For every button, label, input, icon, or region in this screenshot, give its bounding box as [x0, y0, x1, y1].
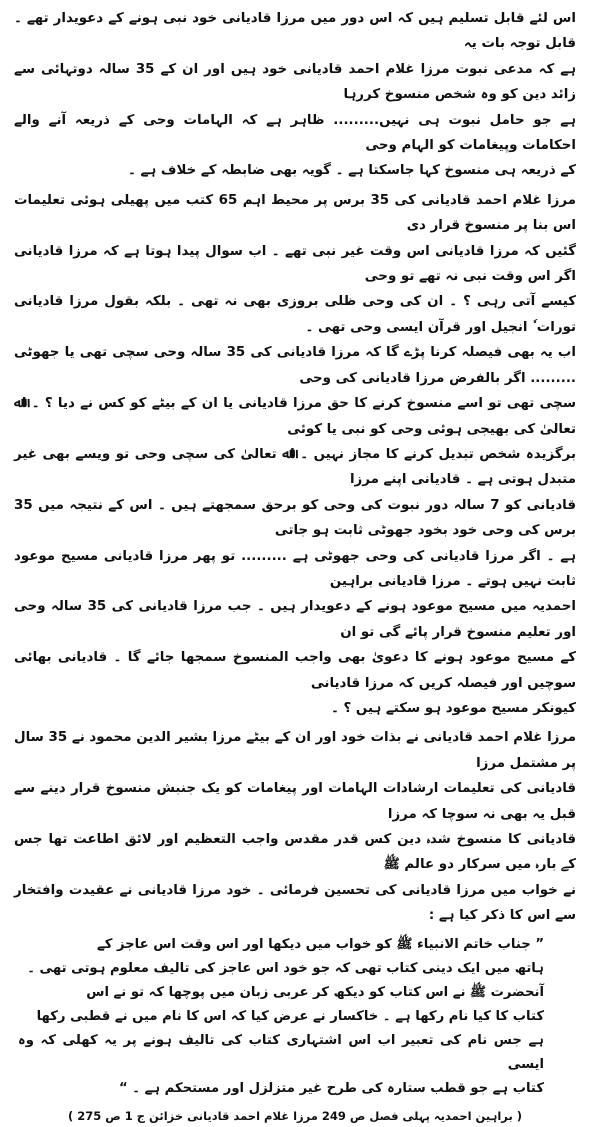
text-line: اب یہ بھی فیصلہ کرنا پڑے گا کہ مرزا قادیانی کی 35 سالہ وحی سچی تھی یا جھوٹی ......... اگر بالفرض مرزا قادیانی کی وحی	[14, 345, 576, 386]
text-line: نے خواب میں مرزا قادیانی کی تحسین فرمائی ۔ خود مرزا قادیانی نے عقیدت وافتخار سے اس کا ذکر کیا ہے :	[14, 882, 576, 924]
paragraph-2	[14, 188, 576, 722]
quote-line: کتاب کا کیا نام رکھا ہے ۔ خاکسار نے عرض کیا کہ اس کا نام میں نے قطبی رکھا	[36, 1008, 544, 1024]
text-line: ہے ۔ اگر مرزا قادیانی کی وحی جھوٹی ہے ......... تو پھر مرزا قادیانی مسیح موعود ثابت نہیں ہوتے ۔ مرزا قادیانی براہین	[14, 548, 576, 589]
quote-line: ” جناب خاتم الانبیاء ﷺ کو خواب میں دیکھا اور اس وقت اس عاجز کے	[96, 936, 544, 952]
text-line: قادیانی کو 7 سالہ دور نبوت کی وحی کو برحق سمجھتے ہیں ۔ اس کے نتیجہ میں 35 برس کی وحی خود بخود جھوٹی ثابت ہو جاتی	[14, 497, 576, 539]
block-quote	[18, 933, 544, 1101]
text-line: برگزیدہ شخص تبدیل کرنے کا مجاز نہیں ۔ اﷲ تعالیٰ کی سچی وحی تو ویسے بھی غیر متبدل ہوتی ہے ۔ قادیانی اپنے مرزا	[14, 446, 576, 488]
quote-line: ہے جس نام کی تعبیر اب اس اشتہاری کتاب کی تالیف ہونے پر یہ کھلی کہ وہ ایسی	[18, 1032, 544, 1072]
paragraph-1	[14, 6, 576, 184]
text-line: مرزا غلام احمد قادیانی کی 35 برس پر محیط اہم 65 کتب میں پھیلی ہوئی تعلیمات اس بنا پر منسوخ قرار دی	[14, 192, 576, 234]
text-line: کے ذریعہ ہی منسوخ کہا جاسکتا ہے ۔ گویہ بھی ضابطہ کے خلاف ہے ۔	[128, 163, 576, 179]
paragraph-3	[14, 725, 576, 928]
text-line: گئیں کہ مرزا قادیانی اس وقت غیر نبی تھے ۔ اب سوال پیدا ہوتا ہے کہ مرزا قادیانی اگر اس وقت نبی نہ تھے تو وحی	[14, 243, 576, 285]
text-line: ہے کہ مدعی نبوت مرزا غلام احمد قادیانی خود ہیں اور ان کے 35 سالہ دوتہائی سے زائد دین کو وہ شخص منسوخ کررہا	[14, 61, 576, 103]
text-line: مرزا غلام احمد قادیانی نے بذات خود اور ان کے بیٹے مرزا بشیر الدین محمود نے 35 سال پر مشتمل مرزا	[14, 730, 577, 771]
text-line: کے مسیح موعود ہونے کا دعویٰ بھی واجب المنسوخ سمجھا جائے گا ۔ قادیانی بھائی سوچیں اور فیصلہ کریں کہ مرزا قادیانی	[14, 650, 576, 691]
quote-line: ہاتھ میں ایک دینی کتاب تھی کہ جو خود اس عاجز کی تالیف معلوم ہوتی تھی ۔	[27, 960, 544, 976]
text-line: کیسے آتی رہی ؟ ۔ ان کی وحی ظلی بروزی بھی نہ تھی ۔ بلکہ بقول مرزا قادیانی تورات ٗ انجیل اور قرآن ایسی وحی تھی ۔	[14, 294, 576, 335]
quote-line: کتاب ہے جو قطب ستارہ کی طرح غیر متزلزل اور مستحکم ہے ۔ “	[119, 1080, 544, 1096]
text-line: قادیانی کی تعلیمات ارشادات الہامات اور پیغامات کو یک جنبش منسوخ قرار دینے سے قبل یہ بھی نہ سوچا کہ مرزا	[14, 781, 576, 822]
text-line: اس لئے قابل تسلیم ہیں کہ اس دور میں مرزا قادیانی خود نبی ہونے کے دعویدار تھے ۔ قابل توجہ بات یہ	[14, 11, 576, 52]
text-line: احمدیہ میں مسیح موعود ہونے کے دعویدار ہیں ۔ جب مرزا قادیانی کی 35 سالہ وحی اور تعلیم منسوخ قرار پائے گی تو ان	[14, 599, 577, 640]
citation-reference: ( براہین احمدیہ پہلی فصل ص 249 مرزا غلام احمد قادیانی خزائن ج 1 ص 275 )	[67, 1108, 523, 1123]
quote-line: آنحضرت ﷺ نے اس کتاب کو دیکھ کر عربی زبان میں پوچھا کہ تو نے اس	[86, 984, 544, 1000]
text-line: سچی تھی تو اسے منسوخ کرنے کا حق مرزا قادیانی یا ان کے بیٹے کو کس نے دیا ؟ ۔ اﷲ تعالیٰ کی بھیجی ہوئی وحی کو نبی یا کوئی	[14, 396, 576, 437]
text-line: کیونکر مسیح موعود ہو سکتے ہیں ؟ ۔	[330, 700, 576, 716]
text-line: ہے جو حامل نبوت ہی نہیں......... ظاہر ہے کہ الہامات وحی کے ذریعہ آنے والے احکامات وپیغامات کو الہام وحی	[14, 112, 576, 154]
text-line: قادیانی کا منسوخ شدہ دین کس قدر مقدس واجب التعظیم اور لائق اطاعت تھا جس کے بارہ میں سرکار دو عالم ﷺ	[14, 832, 576, 873]
